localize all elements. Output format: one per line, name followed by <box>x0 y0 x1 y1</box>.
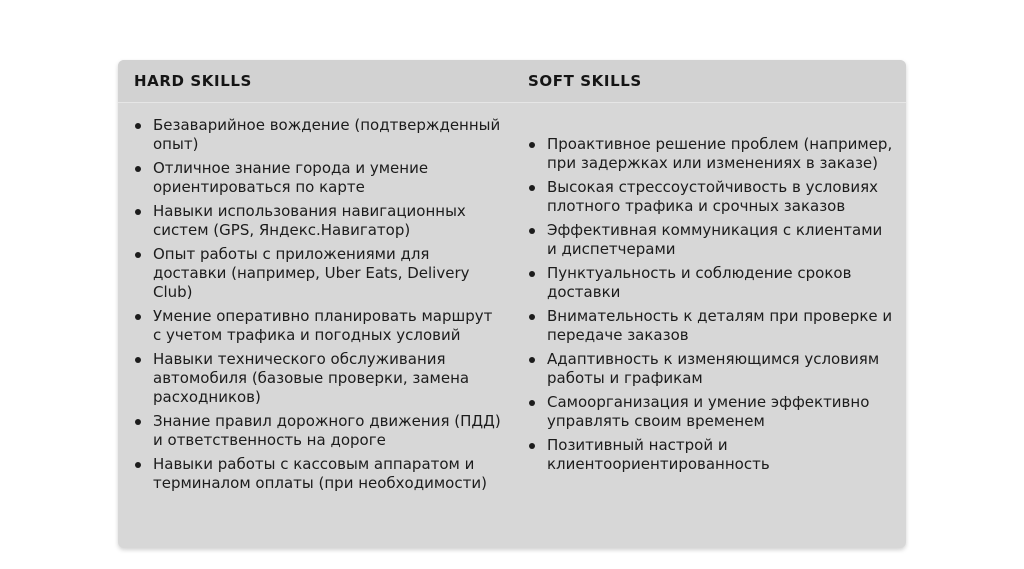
list-item <box>528 436 893 474</box>
bullet-icon <box>135 166 141 172</box>
bullet-icon <box>529 142 535 148</box>
bullet-icon <box>135 314 141 320</box>
list-item-text: Позитивный настрой и клиентоориентированность <box>547 436 770 473</box>
list-item <box>134 455 504 493</box>
list-item <box>528 135 893 173</box>
hard-skills-list <box>134 116 504 498</box>
list-item <box>134 116 504 154</box>
bullet-icon <box>135 252 141 258</box>
list-item-text: Навыки технического обслуживания автомобиля (базовые проверки, замена расходников) <box>153 350 470 406</box>
list-item <box>134 159 504 197</box>
list-item <box>528 178 893 216</box>
table-header <box>118 60 906 103</box>
list-item-text: Высокая стрессоустойчивость в условиях плотного трафика и срочных заказов <box>547 178 879 215</box>
list-item <box>134 412 504 450</box>
bullet-icon <box>529 228 535 234</box>
list-item <box>134 245 504 302</box>
list-item <box>528 393 893 431</box>
list-item <box>528 221 893 259</box>
bullet-icon <box>135 123 141 129</box>
list-item-text: Адаптивность к изменяющимся условиям работы и графикам <box>547 350 880 387</box>
bullet-icon <box>529 271 535 277</box>
list-item <box>528 264 893 302</box>
list-item-text: Отличное знание города и умение ориентироваться по карте <box>153 159 429 196</box>
bullet-icon <box>529 443 535 449</box>
list-item-text: Пунктуальность и соблюдение сроков доставки <box>547 264 852 301</box>
list-item-text: Опыт работы с приложениями для доставки (например, Uber Eats, Delivery Club) <box>153 245 470 301</box>
bullet-icon <box>135 419 141 425</box>
list-item <box>134 307 504 345</box>
soft-skills-heading: SOFT SKILLS <box>528 72 642 90</box>
bullet-icon <box>135 209 141 215</box>
bullet-icon <box>529 185 535 191</box>
list-item <box>134 350 504 407</box>
list-item-text: Умение оперативно планировать маршрут с учетом трафика и погодных условий <box>153 307 493 344</box>
list-item <box>528 350 893 388</box>
list-item-text: Безаварийное вождение (подтвержденный опыт) <box>153 116 501 153</box>
list-item-text: Внимательность к деталям при проверке и передаче заказов <box>547 307 893 344</box>
hard-skills-heading: HARD SKILLS <box>134 72 252 90</box>
bullet-icon <box>135 462 141 468</box>
list-item-text: Знание правил дорожного движения (ПДД) и ответственность на дороге <box>153 412 501 449</box>
soft-skills-list <box>528 135 893 479</box>
bullet-icon <box>529 400 535 406</box>
list-item-text: Навыки работы с кассовым аппаратом и терминалом оплаты (при необходимости) <box>153 455 487 492</box>
list-item-text: Навыки использования навигационных систем (GPS, Яндекс.Навигатор) <box>153 202 466 239</box>
list-item <box>528 307 893 345</box>
skills-table <box>118 60 906 548</box>
bullet-icon <box>529 357 535 363</box>
bullet-icon <box>135 357 141 363</box>
list-item-text: Самоорганизация и умение эффективно управлять своим временем <box>547 393 870 430</box>
list-item-text: Эффективная коммуникация с клиентами и диспетчерами <box>547 221 883 258</box>
bullet-icon <box>529 314 535 320</box>
list-item <box>134 202 504 240</box>
list-item-text: Проактивное решение проблем (например, при задержках или изменениях в заказе) <box>547 135 893 172</box>
